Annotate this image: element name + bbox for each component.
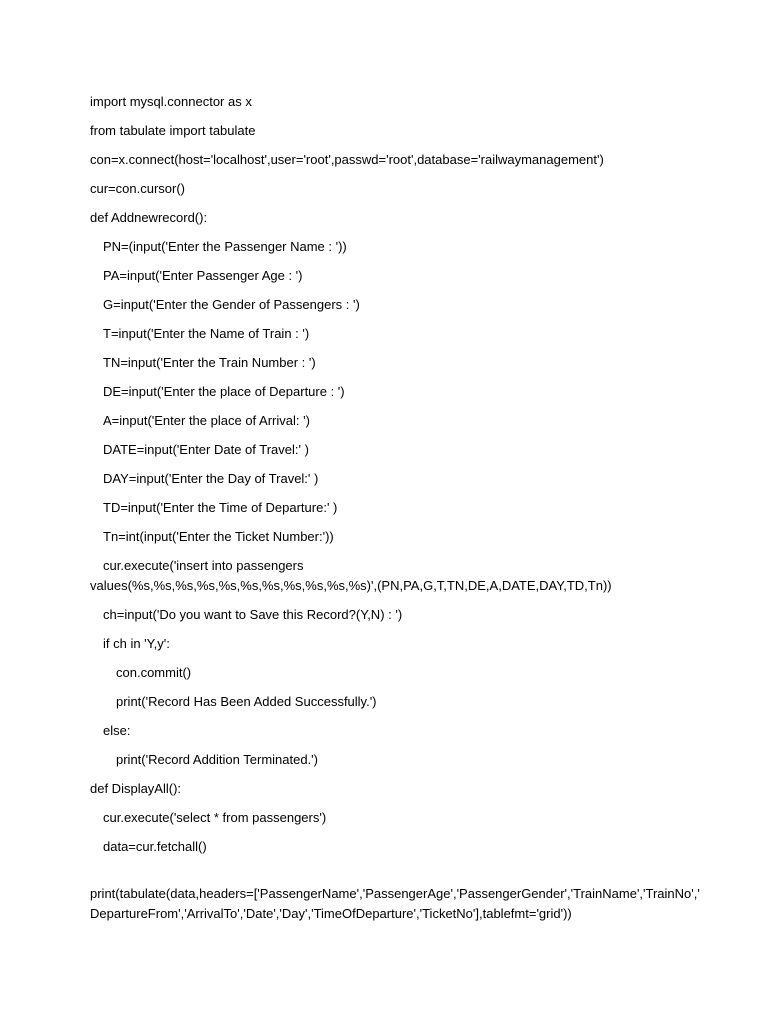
- code-line-8: G=input('Enter the Gender of Passengers : '): [103, 297, 360, 312]
- code-line-29: DepartureFrom','ArrivalTo','Date','Day','TimeOfDeparture','TicketNo'],tablefmt='grid')): [90, 906, 572, 921]
- code-line-11: DE=input('Enter the place of Departure : '): [103, 384, 345, 399]
- code-line-6: PN=(input('Enter the Passenger Name : ')): [103, 239, 347, 254]
- code-line-25: def DisplayAll():: [90, 781, 182, 796]
- code-line-22: print('Record Has Been Added Successfully.'): [116, 694, 377, 709]
- code-line-15: TD=input('Enter the Time of Departure:' ): [103, 500, 338, 515]
- code-line-28: print(tabulate(data,headers=['PassengerName','PassengerAge','PassengerGender','TrainName','TrainNo',': [90, 886, 700, 901]
- code-line-9: T=input('Enter the Name of Train : '): [103, 326, 310, 341]
- code-line-18: values(%s,%s,%s,%s,%s,%s,%s,%s,%s,%s,%s)',(PN,PA,G,T,TN,DE,A,DATE,DAY,TD,Tn)): [90, 578, 612, 593]
- code-line-17: cur.execute('insert into passengers: [103, 558, 304, 573]
- code-line-26: cur.execute('select * from passengers'): [103, 810, 327, 825]
- code-line-13: DATE=input('Enter Date of Travel:' ): [103, 442, 309, 457]
- code-line-21: con.commit(): [116, 665, 192, 680]
- code-line-19: ch=input('Do you want to Save this Record?(Y,N) : '): [103, 607, 403, 622]
- code-line-14: DAY=input('Enter the Day of Travel:' ): [103, 471, 319, 486]
- code-line-7: PA=input('Enter Passenger Age : '): [103, 268, 303, 283]
- code-line-24: print('Record Addition Terminated.'): [116, 752, 318, 767]
- code-line-27: data=cur.fetchall(): [103, 839, 207, 854]
- code-line-10: TN=input('Enter the Train Number : '): [103, 355, 316, 370]
- code-line-1: import mysql.connector as x: [90, 94, 252, 109]
- code-line-20: if ch in 'Y,y':: [103, 636, 170, 651]
- code-line-3: con=x.connect(host='localhost',user='root',passwd='root',database='railwaymanagement'): [90, 152, 604, 167]
- code-line-23: else:: [103, 723, 131, 738]
- code-line-12: A=input('Enter the place of Arrival: '): [103, 413, 310, 428]
- code-line-16: Tn=int(input('Enter the Ticket Number:')): [103, 529, 334, 544]
- code-line-4: cur=con.cursor(): [90, 181, 185, 196]
- code-line-5: def Addnewrecord():: [90, 210, 208, 225]
- code-line-2: from tabulate import tabulate: [90, 123, 256, 138]
